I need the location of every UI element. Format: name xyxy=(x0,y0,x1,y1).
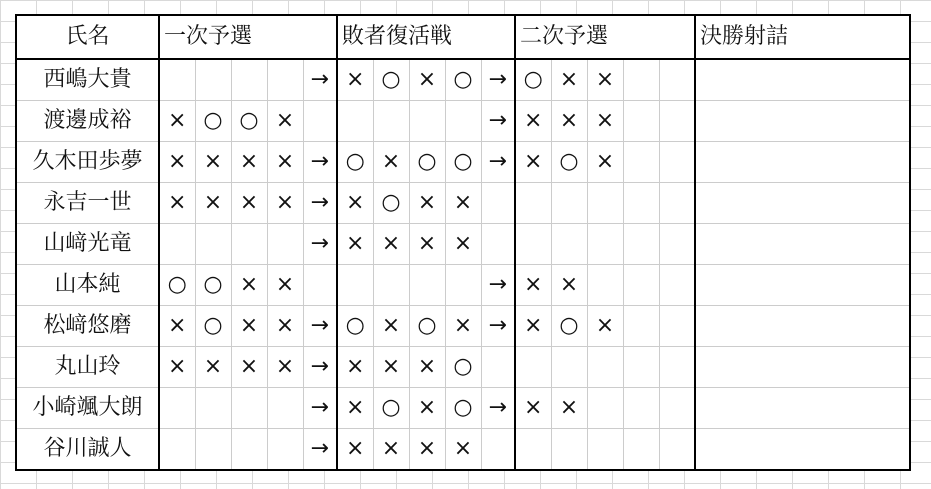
table-row xyxy=(16,429,910,471)
first-prelim-mark[interactable]: × xyxy=(159,347,195,388)
repechage-mark[interactable]: ○ xyxy=(409,142,445,183)
repechage-mark[interactable]: × xyxy=(445,183,481,224)
second-prelim-mark[interactable]: × xyxy=(587,306,623,347)
final-shootoff-cell[interactable] xyxy=(695,388,910,429)
repechage-mark[interactable]: × xyxy=(409,59,445,101)
second-prelim-blank[interactable] xyxy=(623,101,659,142)
advance-arrow[interactable] xyxy=(481,429,515,471)
second-prelim-mark[interactable]: × xyxy=(515,265,551,306)
second-prelim-mark[interactable] xyxy=(515,224,551,265)
second-prelim-mark[interactable] xyxy=(551,347,587,388)
repechage-mark[interactable]: ○ xyxy=(337,306,373,347)
repechage-mark[interactable]: × xyxy=(409,429,445,471)
final-shootoff-cell[interactable] xyxy=(695,224,910,265)
second-prelim-mark[interactable] xyxy=(587,224,623,265)
table-row xyxy=(16,183,910,224)
first-prelim-mark[interactable] xyxy=(267,224,303,265)
name-cell[interactable]: 丸山玲 xyxy=(16,347,159,388)
advance-arrow[interactable]: → xyxy=(303,388,337,429)
second-prelim-blank[interactable] xyxy=(659,224,695,265)
advance-arrow[interactable]: → xyxy=(303,183,337,224)
final-shootoff-cell[interactable] xyxy=(695,183,910,224)
repechage-mark[interactable]: ○ xyxy=(445,347,481,388)
second-prelim-blank[interactable] xyxy=(623,142,659,183)
name-cell[interactable]: 山﨑光竜 xyxy=(16,224,159,265)
second-prelim-blank[interactable] xyxy=(659,265,695,306)
table-row xyxy=(16,224,910,265)
second-prelim-mark[interactable]: × xyxy=(587,142,623,183)
advance-arrow[interactable]: → xyxy=(303,429,337,471)
repechage-mark[interactable]: × xyxy=(409,224,445,265)
first-prelim-mark[interactable] xyxy=(195,59,231,101)
repechage-mark[interactable]: × xyxy=(337,224,373,265)
advance-arrow[interactable]: → xyxy=(303,59,337,101)
repechage-mark[interactable]: ○ xyxy=(445,388,481,429)
first-prelim-mark[interactable]: ○ xyxy=(195,306,231,347)
name-cell[interactable]: 永吉一世 xyxy=(16,183,159,224)
second-prelim-mark[interactable]: × xyxy=(515,101,551,142)
first-prelim-mark[interactable] xyxy=(267,429,303,471)
second-prelim-mark[interactable]: × xyxy=(551,388,587,429)
second-prelim-blank[interactable] xyxy=(659,306,695,347)
advance-arrow[interactable]: → xyxy=(481,142,515,183)
first-prelim-mark[interactable] xyxy=(195,388,231,429)
first-prelim-mark[interactable]: ○ xyxy=(195,265,231,306)
second-prelim-mark[interactable]: × xyxy=(515,142,551,183)
first-prelim-mark[interactable]: × xyxy=(195,183,231,224)
second-prelim-mark[interactable] xyxy=(587,388,623,429)
first-prelim-mark[interactable] xyxy=(231,429,267,471)
table-row xyxy=(16,101,910,142)
repechage-mark[interactable]: × xyxy=(409,183,445,224)
advance-arrow[interactable]: → xyxy=(481,388,515,429)
repechage-mark[interactable]: ○ xyxy=(337,142,373,183)
final-shootoff-cell[interactable] xyxy=(695,101,910,142)
header-final-shootoff[interactable]: 決勝射詰 xyxy=(695,15,910,59)
first-prelim-mark[interactable]: × xyxy=(267,347,303,388)
table-row xyxy=(16,306,910,347)
repechage-mark[interactable]: ○ xyxy=(445,59,481,101)
first-prelim-mark[interactable]: × xyxy=(159,183,195,224)
repechage-mark[interactable] xyxy=(373,101,409,142)
header-second-prelim[interactable]: 二次予選 xyxy=(515,15,695,59)
first-prelim-mark[interactable] xyxy=(195,429,231,471)
first-prelim-mark[interactable] xyxy=(159,59,195,101)
second-prelim-mark[interactable] xyxy=(551,429,587,471)
second-prelim-mark[interactable] xyxy=(551,224,587,265)
repechage-mark[interactable]: ○ xyxy=(409,306,445,347)
repechage-mark[interactable] xyxy=(409,101,445,142)
first-prelim-mark[interactable] xyxy=(195,224,231,265)
advance-arrow[interactable]: → xyxy=(481,59,515,101)
second-prelim-mark[interactable] xyxy=(587,183,623,224)
second-prelim-blank[interactable] xyxy=(659,59,695,101)
first-prelim-mark[interactable]: × xyxy=(231,347,267,388)
table-row xyxy=(16,265,910,306)
first-prelim-mark[interactable] xyxy=(231,59,267,101)
repechage-mark[interactable]: × xyxy=(373,224,409,265)
second-prelim-mark[interactable] xyxy=(551,183,587,224)
second-prelim-blank[interactable] xyxy=(623,306,659,347)
second-prelim-mark[interactable]: ○ xyxy=(551,306,587,347)
second-prelim-mark[interactable]: × xyxy=(551,59,587,101)
header-first-prelim[interactable]: 一次予選 xyxy=(159,15,337,59)
name-cell[interactable]: 渡邊成裕 xyxy=(16,101,159,142)
header-name[interactable]: 氏名 xyxy=(16,15,159,59)
repechage-mark[interactable]: × xyxy=(409,347,445,388)
second-prelim-mark[interactable]: × xyxy=(515,388,551,429)
name-cell[interactable]: 小崎颯大朗 xyxy=(16,388,159,429)
first-prelim-mark[interactable]: × xyxy=(267,142,303,183)
repechage-mark[interactable]: × xyxy=(445,429,481,471)
first-prelim-mark[interactable] xyxy=(159,224,195,265)
repechage-mark[interactable]: × xyxy=(373,142,409,183)
second-prelim-blank[interactable] xyxy=(659,429,695,471)
first-prelim-mark[interactable]: × xyxy=(231,183,267,224)
name-cell[interactable]: 久木田歩夢 xyxy=(16,142,159,183)
second-prelim-mark[interactable]: × xyxy=(587,101,623,142)
repechage-mark[interactable]: × xyxy=(337,429,373,471)
first-prelim-mark[interactable] xyxy=(231,388,267,429)
repechage-mark[interactable]: × xyxy=(337,59,373,101)
second-prelim-blank[interactable] xyxy=(659,142,695,183)
second-prelim-blank[interactable] xyxy=(623,429,659,471)
first-prelim-mark[interactable]: ○ xyxy=(231,101,267,142)
table-row xyxy=(16,388,910,429)
second-prelim-mark[interactable] xyxy=(587,347,623,388)
table-row xyxy=(16,142,910,183)
first-prelim-mark[interactable] xyxy=(159,388,195,429)
first-prelim-mark[interactable]: × xyxy=(267,265,303,306)
repechage-mark[interactable]: × xyxy=(373,306,409,347)
repechage-mark[interactable] xyxy=(445,101,481,142)
repechage-mark[interactable]: ○ xyxy=(373,388,409,429)
first-prelim-mark[interactable]: × xyxy=(159,101,195,142)
repechage-mark[interactable] xyxy=(409,265,445,306)
second-prelim-mark[interactable] xyxy=(515,347,551,388)
first-prelim-mark[interactable]: × xyxy=(195,142,231,183)
second-prelim-blank[interactable] xyxy=(623,265,659,306)
first-prelim-mark[interactable]: × xyxy=(267,101,303,142)
second-prelim-blank[interactable] xyxy=(623,388,659,429)
header-row xyxy=(16,15,910,59)
second-prelim-mark[interactable]: ○ xyxy=(551,142,587,183)
advance-arrow[interactable] xyxy=(481,224,515,265)
repechage-mark[interactable] xyxy=(445,265,481,306)
repechage-mark[interactable]: ○ xyxy=(373,59,409,101)
second-prelim-blank[interactable] xyxy=(623,59,659,101)
repechage-mark[interactable]: × xyxy=(373,347,409,388)
second-prelim-mark[interactable] xyxy=(587,429,623,471)
second-prelim-mark[interactable] xyxy=(587,265,623,306)
name-cell[interactable]: 山本純 xyxy=(16,265,159,306)
second-prelim-blank[interactable] xyxy=(623,224,659,265)
advance-arrow[interactable] xyxy=(303,265,337,306)
first-prelim-mark[interactable]: × xyxy=(231,265,267,306)
name-cell[interactable]: 松﨑悠磨 xyxy=(16,306,159,347)
first-prelim-mark[interactable] xyxy=(267,388,303,429)
final-shootoff-cell[interactable] xyxy=(695,306,910,347)
second-prelim-blank[interactable] xyxy=(659,101,695,142)
repechage-mark[interactable] xyxy=(337,101,373,142)
second-prelim-mark[interactable]: ○ xyxy=(515,59,551,101)
repechage-mark[interactable] xyxy=(337,265,373,306)
first-prelim-mark[interactable] xyxy=(267,59,303,101)
second-prelim-mark[interactable]: × xyxy=(515,306,551,347)
first-prelim-mark[interactable]: × xyxy=(267,306,303,347)
repechage-mark[interactable]: × xyxy=(337,183,373,224)
name-cell[interactable]: 西嶋大貴 xyxy=(16,59,159,101)
repechage-mark[interactable] xyxy=(373,265,409,306)
repechage-mark[interactable]: × xyxy=(445,224,481,265)
first-prelim-mark[interactable]: × xyxy=(159,306,195,347)
second-prelim-mark[interactable]: × xyxy=(587,59,623,101)
repechage-mark[interactable]: × xyxy=(409,388,445,429)
advance-arrow[interactable]: → xyxy=(303,347,337,388)
repechage-mark[interactable]: × xyxy=(337,388,373,429)
results-table xyxy=(15,14,911,471)
second-prelim-mark[interactable] xyxy=(515,429,551,471)
repechage-mark[interactable]: ○ xyxy=(373,183,409,224)
final-shootoff-cell[interactable] xyxy=(695,142,910,183)
second-prelim-blank[interactable] xyxy=(659,183,695,224)
second-prelim-blank[interactable] xyxy=(623,347,659,388)
advance-arrow[interactable]: → xyxy=(481,265,515,306)
first-prelim-mark[interactable]: ○ xyxy=(159,265,195,306)
name-cell[interactable]: 谷川誠人 xyxy=(16,429,159,471)
advance-arrow[interactable]: → xyxy=(303,142,337,183)
first-prelim-mark[interactable]: × xyxy=(159,142,195,183)
advance-arrow[interactable] xyxy=(481,183,515,224)
advance-arrow[interactable] xyxy=(303,101,337,142)
first-prelim-mark[interactable] xyxy=(159,429,195,471)
repechage-mark[interactable]: × xyxy=(373,429,409,471)
advance-arrow[interactable]: → xyxy=(303,224,337,265)
final-shootoff-cell[interactable] xyxy=(695,59,910,101)
second-prelim-blank[interactable] xyxy=(659,347,695,388)
repechage-mark[interactable]: × xyxy=(445,306,481,347)
repechage-mark[interactable]: × xyxy=(337,347,373,388)
repechage-mark[interactable]: ○ xyxy=(445,142,481,183)
first-prelim-mark[interactable]: × xyxy=(231,142,267,183)
advance-arrow[interactable]: → xyxy=(481,306,515,347)
first-prelim-mark[interactable]: × xyxy=(267,183,303,224)
first-prelim-mark[interactable]: ○ xyxy=(195,101,231,142)
final-shootoff-cell[interactable] xyxy=(695,265,910,306)
header-repechage[interactable]: 敗者復活戦 xyxy=(337,15,515,59)
table-row xyxy=(16,347,910,388)
second-prelim-mark[interactable]: × xyxy=(551,265,587,306)
table-row xyxy=(16,59,910,101)
advance-arrow[interactable]: → xyxy=(481,101,515,142)
first-prelim-mark[interactable]: × xyxy=(195,347,231,388)
second-prelim-blank[interactable] xyxy=(623,183,659,224)
second-prelim-mark[interactable] xyxy=(515,183,551,224)
advance-arrow[interactable] xyxy=(481,347,515,388)
second-prelim-blank[interactable] xyxy=(659,388,695,429)
first-prelim-mark[interactable] xyxy=(231,224,267,265)
final-shootoff-cell[interactable] xyxy=(695,429,910,471)
first-prelim-mark[interactable]: × xyxy=(231,306,267,347)
advance-arrow[interactable]: → xyxy=(303,306,337,347)
second-prelim-mark[interactable]: × xyxy=(551,101,587,142)
final-shootoff-cell[interactable] xyxy=(695,347,910,388)
